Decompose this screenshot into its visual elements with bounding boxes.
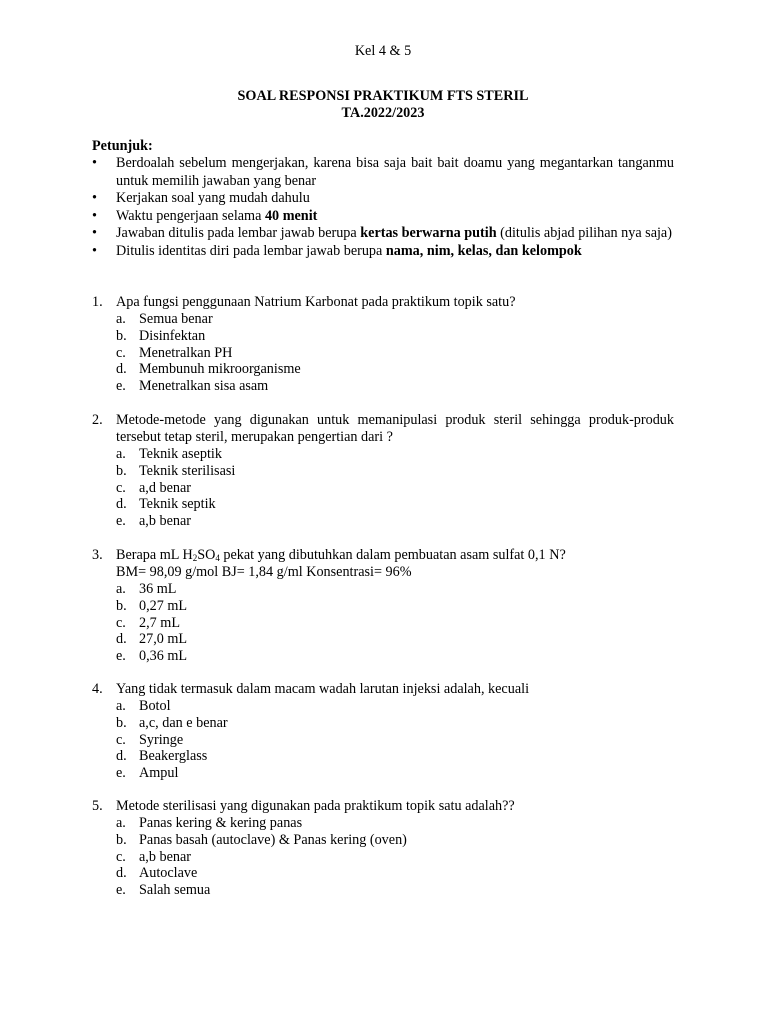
question-number: 4. bbox=[92, 681, 103, 697]
subscript: 2 bbox=[192, 553, 198, 563]
question-4 bbox=[92, 681, 674, 782]
question-stem bbox=[92, 412, 674, 446]
option-item bbox=[92, 815, 674, 832]
bullet-icon: • bbox=[92, 242, 97, 259]
option-item bbox=[92, 463, 674, 480]
instruction-text: Ditulis identitas diri pada lembar jawab berupa bbox=[116, 242, 386, 259]
option-text: Semua benar bbox=[139, 311, 213, 327]
question-2 bbox=[92, 412, 674, 530]
question-text: Apa fungsi penggunaan Natrium Karbonat pada praktikum topik satu? bbox=[116, 294, 516, 310]
bullet-icon: • bbox=[92, 225, 97, 241]
instruction-item bbox=[92, 208, 674, 226]
option-text: Teknik septik bbox=[139, 496, 216, 513]
question-5 bbox=[92, 798, 674, 899]
bullet-icon: • bbox=[92, 155, 97, 171]
instruction-text: Berdoalah sebelum mengerjakan, karena bisa saja bait bait doamu yang megantarkan tanganmu untuk memilih jawaban yang benar bbox=[116, 155, 674, 189]
group-label: Kel 4 & 5 bbox=[354, 43, 412, 59]
option-item bbox=[92, 865, 674, 882]
option-item bbox=[92, 598, 674, 615]
option-item bbox=[92, 615, 674, 632]
question-number: 5. bbox=[92, 798, 103, 814]
option-text: 36 mL bbox=[139, 581, 177, 597]
option-item bbox=[92, 765, 674, 782]
question-stem bbox=[92, 547, 674, 564]
question-number: 2. bbox=[92, 412, 103, 428]
instruction-emphasis: 40 menit bbox=[264, 207, 318, 224]
option-letter: d. bbox=[116, 361, 127, 378]
option-text: Salah semua bbox=[139, 882, 211, 899]
option-item bbox=[92, 581, 674, 598]
option-item bbox=[92, 328, 674, 345]
option-text: Menetralkan PH bbox=[139, 344, 233, 361]
instruction-text: Kerjakan soal yang mudah dahulu bbox=[116, 190, 310, 206]
question-stem bbox=[92, 681, 674, 698]
option-item bbox=[92, 480, 674, 497]
option-item bbox=[92, 496, 674, 513]
document-title bbox=[92, 88, 674, 122]
option-letter: c. bbox=[116, 479, 126, 496]
option-item bbox=[92, 648, 674, 665]
option-letter: b. bbox=[116, 462, 127, 479]
option-letter: c. bbox=[116, 344, 126, 361]
option-item bbox=[92, 311, 674, 328]
option-text: Teknik sterilisasi bbox=[139, 462, 236, 479]
question-text: Berapa mL H bbox=[116, 547, 193, 563]
option-letter: b. bbox=[116, 714, 127, 731]
option-item bbox=[92, 446, 674, 463]
option-list bbox=[92, 446, 674, 530]
option-item bbox=[92, 631, 674, 648]
instruction-emphasis: nama, nim, kelas, dan kelompok bbox=[385, 242, 582, 259]
option-text: a,c, dan e benar bbox=[139, 714, 228, 731]
instruction-emphasis: kertas berwarna putih bbox=[360, 225, 497, 241]
bullet-icon: • bbox=[92, 190, 97, 206]
instruction-item bbox=[92, 190, 674, 208]
instructions-section bbox=[92, 138, 674, 260]
option-letter: a. bbox=[116, 446, 126, 462]
question-text: pekat yang dibutuhkan dalam pembuatan asam sulfat 0,1 N? bbox=[219, 547, 566, 563]
option-letter: a. bbox=[116, 581, 126, 597]
option-list bbox=[92, 581, 674, 665]
title-line-2: TA.2022/2023 bbox=[341, 105, 425, 121]
option-text: 27,0 mL bbox=[139, 631, 188, 648]
option-letter: d. bbox=[116, 631, 127, 648]
option-text: a,b benar bbox=[139, 848, 191, 865]
option-item bbox=[92, 513, 674, 530]
instruction-text-after: (ditulis abjad pilihan nya saja) bbox=[496, 225, 672, 241]
instruction-text: Jawaban ditulis pada lembar jawab berupa bbox=[116, 225, 361, 241]
option-letter: e. bbox=[116, 765, 126, 782]
subscript: 4 bbox=[215, 553, 220, 563]
option-letter: e. bbox=[116, 513, 126, 530]
option-text: Teknik aseptik bbox=[139, 446, 222, 462]
option-letter: e. bbox=[116, 378, 126, 395]
option-item bbox=[92, 345, 674, 362]
option-text: Autoclave bbox=[139, 865, 198, 882]
option-text: Beakerglass bbox=[139, 748, 208, 765]
option-item bbox=[92, 378, 674, 395]
option-letter: a. bbox=[116, 311, 126, 327]
instruction-item bbox=[92, 225, 674, 243]
option-list bbox=[92, 311, 674, 395]
option-item bbox=[92, 882, 674, 899]
option-letter: e. bbox=[116, 882, 126, 899]
instruction-item bbox=[92, 243, 674, 261]
title-line-1: SOAL RESPONSI PRAKTIKUM FTS STERIL bbox=[237, 88, 529, 104]
question-text: SO bbox=[197, 547, 216, 563]
option-item bbox=[92, 715, 674, 732]
option-letter: c. bbox=[116, 731, 126, 748]
option-letter: b. bbox=[116, 831, 127, 848]
instructions-heading: Petunjuk: bbox=[92, 138, 153, 154]
option-letter: d. bbox=[116, 748, 127, 765]
option-text: 0,36 mL bbox=[139, 648, 188, 665]
option-letter: d. bbox=[116, 865, 127, 882]
option-letter: c. bbox=[116, 614, 126, 631]
option-letter: c. bbox=[116, 848, 126, 865]
option-letter: b. bbox=[116, 597, 127, 614]
option-text: Ampul bbox=[139, 765, 179, 782]
instruction-item bbox=[92, 155, 674, 190]
question-text: Yang tidak termasuk dalam macam wadah larutan injeksi adalah, kecuali bbox=[116, 681, 530, 697]
question-text: Metode-metode yang digunakan untuk memanipulasi produk steril sehingga produk-produk tersebut tetap steril, merupakan pengertian dari ? bbox=[116, 412, 674, 445]
option-text: 2,7 mL bbox=[139, 614, 180, 631]
option-text: Syringe bbox=[139, 731, 184, 748]
option-letter: a. bbox=[116, 815, 126, 831]
option-text: Botol bbox=[139, 698, 171, 714]
option-text: Menetralkan sisa asam bbox=[139, 378, 269, 395]
option-text: Membunuh mikroorganisme bbox=[139, 361, 301, 378]
option-item bbox=[92, 748, 674, 765]
option-text: a,d benar bbox=[139, 479, 191, 496]
instruction-text: Waktu pengerjaan selama bbox=[116, 207, 265, 224]
question-3 bbox=[92, 547, 674, 665]
option-letter: d. bbox=[116, 496, 127, 513]
option-item bbox=[92, 361, 674, 378]
option-letter: a. bbox=[116, 698, 126, 714]
instructions-list bbox=[92, 155, 674, 260]
question-stem bbox=[92, 798, 674, 815]
bullet-icon: • bbox=[92, 207, 97, 224]
question-number: 1. bbox=[92, 294, 103, 310]
option-item bbox=[92, 849, 674, 866]
question-given-data: BM= 98,09 g/mol BJ= 1,84 g/ml Konsentrasi= 96% bbox=[116, 564, 412, 580]
question-text: Metode sterilisasi yang digunakan pada praktikum topik satu adalah?? bbox=[116, 798, 515, 814]
option-list bbox=[92, 815, 674, 899]
option-item bbox=[92, 732, 674, 749]
option-text: Disinfektan bbox=[139, 327, 206, 344]
question-number: 3. bbox=[92, 547, 103, 563]
option-letter: b. bbox=[116, 327, 127, 344]
option-list bbox=[92, 698, 674, 782]
question-1 bbox=[92, 294, 674, 395]
question-stem bbox=[92, 294, 674, 311]
option-text: Panas kering & kering panas bbox=[139, 815, 303, 831]
option-text: Panas basah (autoclave) & Panas kering (oven) bbox=[139, 831, 407, 848]
option-item bbox=[92, 832, 674, 849]
option-text: 0,27 mL bbox=[139, 597, 188, 614]
option-letter: e. bbox=[116, 648, 126, 665]
option-text: a,b benar bbox=[139, 513, 191, 530]
option-item bbox=[92, 698, 674, 715]
